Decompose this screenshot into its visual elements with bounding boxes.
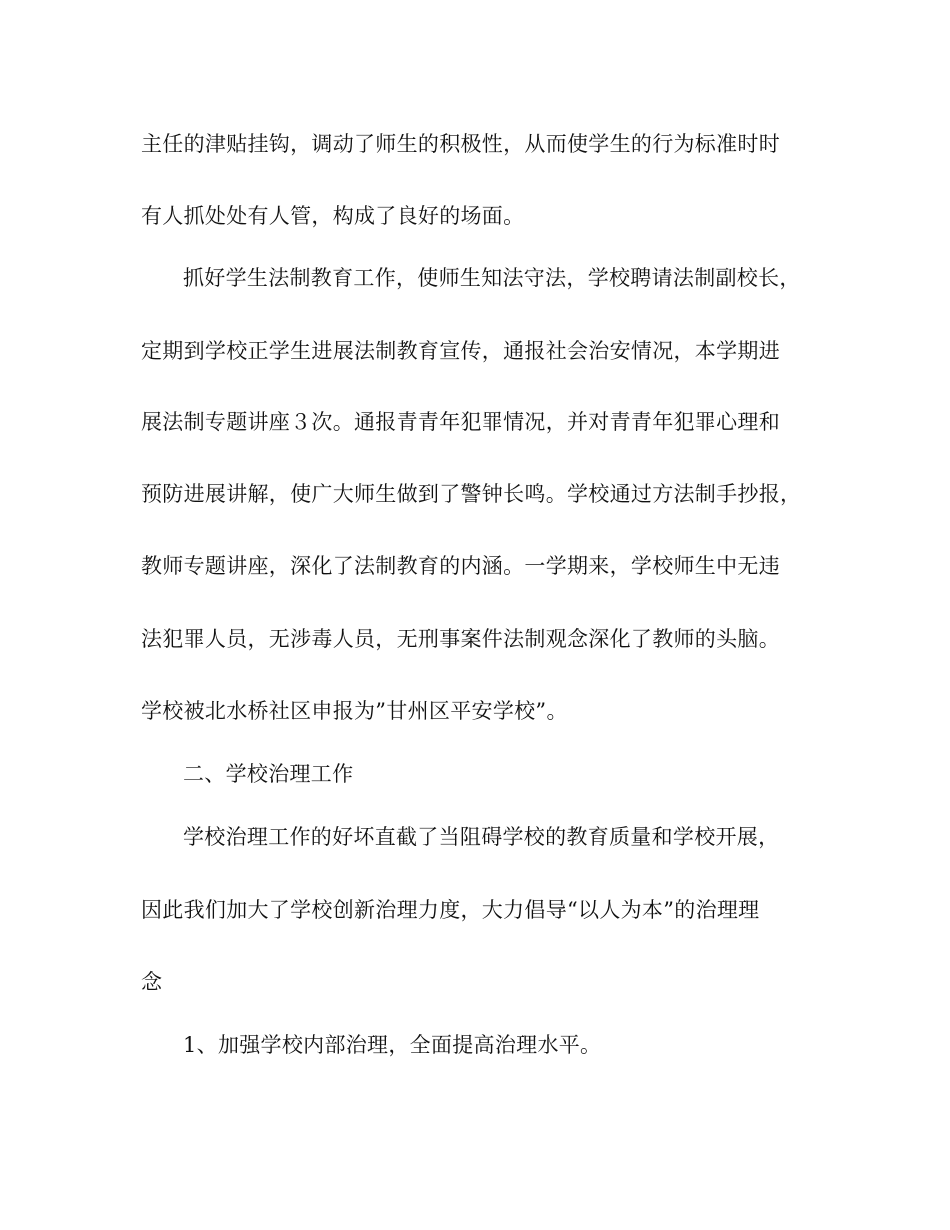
subsection-heading: 1、加强学校内部治理，全面提高治理水平。 — [183, 1033, 602, 1057]
paragraph-line: 因此我们加大了学校创新治理力度，大力倡导“以人为本”的治理理 — [141, 898, 760, 922]
section-heading: 二、学校治理工作 — [183, 762, 354, 786]
paragraph-line: 学校治理工作的好坏直截了当阻碍学校的教育质量和学校开展， — [183, 825, 780, 849]
paragraph-line: 法犯罪人员，无涉毒人员，无刑事案件法制观念深化了教师的头脑。 — [141, 627, 780, 651]
paragraph-line: 主任的津贴挂钩，调动了师生的积极性，从而使学生的行为标准时时 — [141, 132, 780, 156]
paragraph-line: 展法制专题讲座３次。通报青青年犯罪情况，并对青青年犯罪心理和 — [141, 410, 780, 434]
paragraph-line: 抓好学生法制教育工作，使师生知法守法，学校聘请法制副校长， — [183, 266, 801, 290]
paragraph-line: 预防进展讲解，使广大师生做到了警钟长鸣。学校通过方法制手抄报， — [141, 482, 802, 506]
paragraph-line: 念 — [141, 970, 163, 994]
paragraph-line: 定期到学校正学生进展法制教育宣传，通报社会治安情况，本学期进 — [141, 339, 780, 363]
paragraph-line: 学校被北水桥社区申报为”甘州区平安学校”。 — [141, 699, 568, 723]
paragraph-line: 有人抓处处有人管，构成了良好的场面。 — [141, 204, 525, 228]
paragraph-line: 教师专题讲座，深化了法制教育的内涵。一学期来，学校师生中无违 — [141, 554, 780, 578]
